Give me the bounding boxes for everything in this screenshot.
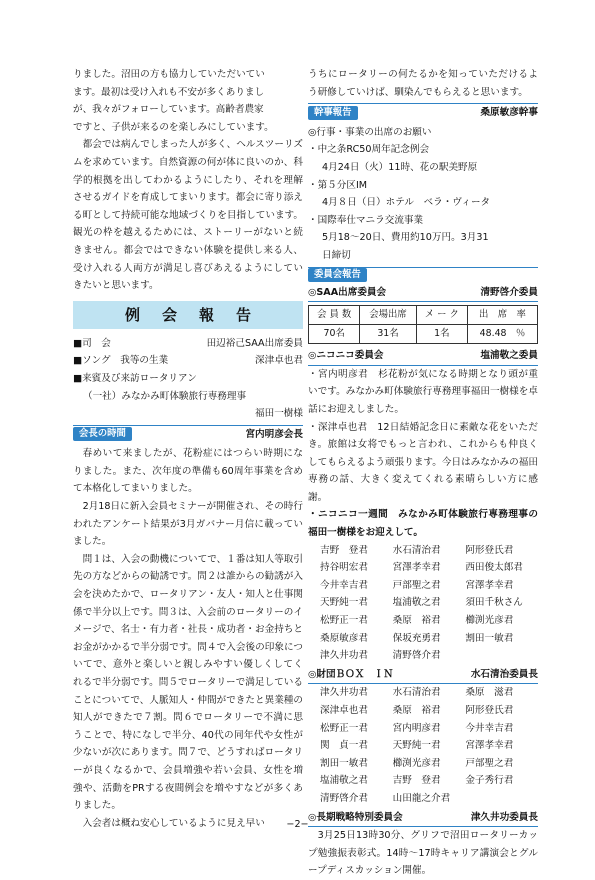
item-value: 田辺裕己SAA出席委員 [206, 337, 303, 349]
kanji-line: 4月24日（火）11時、花の駅美野原 [322, 161, 478, 173]
president-header [73, 425, 303, 444]
member-name: 持谷明宏君 [320, 562, 368, 574]
member-name: 今井幸吉君 [320, 579, 368, 591]
member-name: 桑原 滋君 [465, 687, 514, 699]
kanji-line: ・第５分区IM [308, 179, 368, 191]
member-name: 櫛渕光彦君 [465, 615, 514, 627]
attendance-value: 48.48 ％ [467, 325, 537, 344]
kanji-line: 4月８日（日）ホテル ベラ・ヴィータ [322, 197, 491, 209]
item-label: ■ソング 我等の生業 [73, 355, 169, 367]
member-name: 清野啓介君 [392, 650, 441, 662]
president-paragraph: 春めいて来ましたが、花粉症にはつらい時期になりました。また、次年度の準備も60周年事業を含めて本格化してまいりました。 [73, 448, 303, 495]
niko-title: ◎ニコニコ委員会 [308, 350, 384, 362]
member-name [465, 790, 538, 808]
niko-paragraph: ・深津卓也君 12日結婚記念日に素敵な花をいただき。旅館は女将でもっと言われ、これからも仲良くしてもらえるよう頑張ります。今日はみなかみの福田専務の話、大きく変えてくれる素晴らしい方に感謝。 [308, 421, 538, 503]
box-title: ◎財団ＢＯＸ ＩＮ [308, 668, 394, 680]
box-name: 水石清治委員長 [470, 668, 538, 680]
member-name: 割田一敏君 [320, 757, 368, 769]
page-number: −2− [286, 819, 309, 830]
member-name: 櫛渕光彦君 [392, 757, 441, 769]
member-name [465, 647, 538, 665]
intro-line: りました。沼田の方も協力していただいてい [73, 69, 265, 80]
member-name: 水石清治君 [392, 544, 441, 556]
member-name: 清野啓介君 [320, 792, 368, 804]
president-paragraph: 入会者は概ね安心しているように見え早い [82, 817, 265, 829]
committee-header [308, 267, 538, 282]
attendance-header: 出 席 率 [467, 306, 537, 325]
intro-lines [73, 66, 303, 136]
long-name: 津久井功委員長 [470, 811, 538, 823]
niko-name: 塩浦敬之委員 [480, 350, 538, 362]
member-name: 割田一敏君 [465, 632, 514, 644]
member-name: 塩浦敬之君 [320, 775, 368, 787]
long-paragraph: 3月25日13時30分、グリフで沼田ロータリーカップ勉強振表彰式。14時～17時キャリア講演会とグループディスカッション開催。 [308, 830, 538, 877]
member-name: 須田千秋さん [465, 597, 523, 609]
president-name: 宮内明彦会長 [245, 428, 303, 440]
box-header [308, 666, 538, 685]
member-name: 天野純一君 [392, 740, 441, 752]
attendance-header: メ ー ク [416, 306, 467, 325]
intro-line: ですと、子供が来るのを楽しみにしています。 [73, 121, 274, 133]
member-name: 津久井功君 [320, 687, 368, 699]
report-banner: 例会報告 [73, 301, 303, 329]
member-name: 戸部聖之君 [465, 757, 514, 769]
member-name: 天野純一君 [320, 597, 368, 609]
member-name: 金子秀行君 [465, 775, 514, 787]
member-name: 宮澤孝幸君 [465, 579, 514, 591]
member-name: 桑原 裕君 [392, 705, 441, 716]
song-row [73, 352, 303, 370]
continued-paragraph: うちにロータリーの何たるかを知っていただけるよう研修していけば、馴染んでもらえると思います。 [308, 69, 538, 98]
attendance-value: 1名 [416, 325, 467, 344]
member-name: 津久井功君 [320, 650, 368, 662]
committee-tag: 委員会報告 [308, 268, 367, 282]
attendance-header: 会 員 数 [309, 306, 360, 325]
member-name: 吉野 登君 [320, 544, 368, 556]
attendance-value: 70名 [309, 325, 360, 344]
left-column [73, 66, 303, 832]
member-name: 戸部聖之君 [392, 579, 441, 591]
member-name: 山田龍之介君 [392, 792, 451, 804]
kanji-line: 日締切 [322, 249, 351, 261]
kanji-tag: 幹事報告 [308, 106, 358, 120]
saa-name: 清野啓介委員 [480, 286, 538, 298]
guest-name: 福田一樹様 [255, 408, 303, 420]
member-name: 宮内明彦君 [392, 722, 441, 734]
attendance-value: 31名 [360, 325, 416, 344]
kanji-line: ・中之条RC50周年記念例会 [308, 144, 430, 156]
kanji-lines [308, 124, 538, 265]
member-name: 桑原敏彦君 [320, 632, 368, 644]
member-name: 関 貞一君 [320, 740, 368, 752]
member-name: 西田俊太郎君 [465, 562, 523, 574]
member-name: 深津卓也君 [320, 705, 368, 716]
item-value: 深津卓也君 [255, 355, 303, 367]
member-name: 松野正一君 [320, 722, 368, 734]
box-name-list [308, 684, 538, 807]
attendance-header-row [309, 306, 538, 325]
attendance-value-row [309, 325, 538, 344]
mc-row [73, 335, 303, 353]
kanji-header [308, 103, 538, 122]
niko-week: ・ニコニコ一週間 みなかみ町体験旅行専務理事の福田一樹様をお迎えして。 [308, 509, 538, 539]
saa-header [308, 284, 538, 303]
member-name: 阿形登氏君 [465, 544, 514, 556]
member-name: 今井幸吉君 [465, 722, 514, 734]
intro-line: が、我々がフォローしています。高齢者農家 [73, 104, 264, 116]
member-name: 保坂充勇君 [392, 632, 441, 644]
kanji-line: 5月18～20日、費用約10万円。3月31 [322, 232, 489, 244]
right-column [308, 66, 538, 880]
member-name: 松野正一君 [320, 615, 368, 627]
member-name: 吉野 登君 [392, 775, 441, 787]
member-name: 塩浦敬之君 [392, 597, 441, 609]
kanji-line: ◎行事・事業の出席のお願い [308, 126, 432, 138]
saa-title: ◎SAA出席委員会 [308, 286, 387, 298]
kanji-name: 桑原敏彦幹事 [480, 107, 538, 119]
niko-header [308, 347, 538, 366]
attendance-table [308, 305, 538, 344]
member-name: 宮澤孝幸君 [392, 562, 441, 574]
item-label: ■司 会 [73, 337, 111, 349]
member-name: 宮澤孝幸君 [465, 740, 514, 752]
president-paragraph: 問１は、入会の動機についてで、１番は知人等取引先の方などからの勧誘です。問２は誰からの勧誘が入会を決めたかで、ロータリアン・友人・知人と仕事関係で半分以上です。問３は、入会前のロータリーのイメージで、名士・有力者・社長・成功者・お金持ちとお金がかかるで半分弱です。問４で入会後の印象についてで、意外と楽しいと親しみやすい優しくしてくれるで半分弱です。問５でロータリーで満足していることについてで、人脈知人・仲間ができたと異業種の知人ができたで７割。問６でロータリーで不満に思うことで、特になしで半分、40代の同年代や女性が少ないが次にあります。問７で、どうすればロータリーが良くなるかで、会員増強や若い会員、女性を増強や、活動をPRする夜間例会を増やすなどが多くありました。 [73, 553, 303, 812]
niko-paragraph: ・宮内明彦君 杉花粉が気になる時期となり頭が重いです。みなかみ町体験旅行専務理事福田一樹様を卓話にお迎えしました。 [308, 368, 538, 415]
kanji-line: ・国際奉仕マニラ交流事業 [308, 214, 424, 226]
intro-paragraph: 都会では病んでしまった人が多く、ヘルスツーリズムを求めています。自然資源の何が体に良いのか、科学的根拠を出してわかるようにしたり、それを理解させるガイドを育成してまいります。都会に寄り添える町として持続可能な地域づくりを目指しています。観光の枠を越えるためには、ストーリーがないと続きません。都会ではできない体験を提供し来る人、受け入れる人両方が満足し喜びあえるようにしていきたいと思います。 [73, 139, 303, 292]
guest-org: （一社）みなかみ町体験旅行専務理事 [83, 390, 247, 402]
niko-name-list [308, 542, 538, 665]
member-name: 桑原 裕君 [392, 615, 441, 627]
member-name: 阿形登氏君 [465, 705, 514, 716]
attendance-header: 会場出席 [360, 306, 416, 325]
member-name: 水石清治君 [392, 687, 441, 699]
guest-row [73, 370, 303, 388]
president-paragraph: 2月18日に新入会員セミナーが開催され、その時行われたアンケート結果が3月ガバナー月信に載っていました。 [73, 501, 303, 548]
intro-line: ます。最初は受け入れも不安が多くありまし [73, 86, 265, 98]
president-tag: 会長の時間 [73, 427, 132, 441]
item-label: ■来賓及び来訪ロータリアン [73, 372, 197, 384]
long-title: ◎長期戦略特別委員会 [308, 811, 403, 823]
